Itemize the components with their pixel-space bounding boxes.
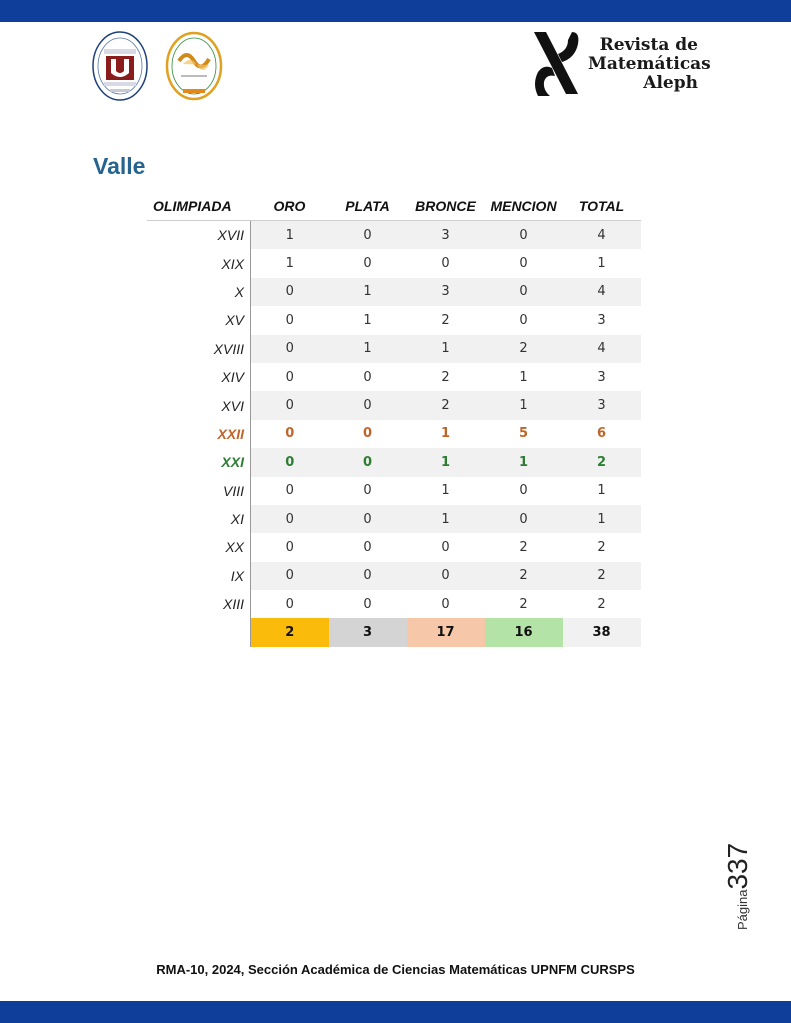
plata-cell: 0 xyxy=(329,448,407,476)
olimpiada-cell: XIII xyxy=(147,590,251,618)
total-cell: 1 xyxy=(597,256,606,272)
oro-cell: 0 xyxy=(285,483,294,499)
oro-cell: 1 xyxy=(251,221,329,250)
oro-cell: 0 xyxy=(285,539,294,555)
header-plata: PLATA xyxy=(329,191,407,221)
plata-cell: 1 xyxy=(329,335,407,363)
total-cell: 3 xyxy=(597,312,606,328)
olimpiada-cell: X xyxy=(147,278,251,306)
total-cell: 3 xyxy=(563,391,641,419)
olimpiada-cell: XXI xyxy=(147,448,251,476)
section-title: Valle xyxy=(93,153,146,179)
oro-cell: 0 xyxy=(285,426,295,442)
table-row xyxy=(147,448,641,476)
page-number xyxy=(722,830,762,930)
university-seal-icon xyxy=(92,31,148,101)
plata-cell: 0 xyxy=(363,539,372,555)
plata-cell: 0 xyxy=(329,221,407,250)
oro-cell: 0 xyxy=(285,596,294,612)
totals-row xyxy=(147,618,641,646)
olimpiada-cell: XI xyxy=(147,505,251,533)
mencion-cell: 0 xyxy=(485,221,563,250)
plata-cell: 0 xyxy=(329,391,407,419)
total-cell: 4 xyxy=(563,278,641,306)
table-row xyxy=(147,391,641,419)
total-bronce: 17 xyxy=(407,618,485,646)
bottom-color-band xyxy=(0,1001,791,1023)
olimpiada-cell: XVII xyxy=(147,221,251,250)
total-plata: 3 xyxy=(329,618,407,646)
oro-cell: 0 xyxy=(251,505,329,533)
header-bronce: BRONCE xyxy=(407,191,485,221)
olimpiada-cell: XV xyxy=(147,306,251,334)
table-row xyxy=(147,249,641,277)
olimpiada-cell: XIX xyxy=(147,249,251,277)
journal-title-line: Aleph xyxy=(643,73,698,93)
plata-cell: 0 xyxy=(363,256,372,272)
olimpiada-cell: XXII xyxy=(147,420,251,448)
medal-table xyxy=(147,191,641,647)
total-cell: 3 xyxy=(597,369,606,385)
table-row xyxy=(147,306,641,334)
table-row xyxy=(147,590,641,618)
bronce-cell: 2 xyxy=(441,369,450,385)
mencion-cell: 1 xyxy=(519,369,528,385)
oro-cell: 0 xyxy=(251,335,329,363)
bronce-cell: 2 xyxy=(407,391,485,419)
journal-title xyxy=(588,35,711,93)
plata-cell: 0 xyxy=(363,483,372,499)
bronce-cell: 0 xyxy=(441,256,450,272)
total-mencion: 16 xyxy=(485,618,563,646)
olimpiada-cell: IX xyxy=(147,562,251,590)
table-row xyxy=(147,505,641,533)
total-cell: 2 xyxy=(597,596,606,612)
header-total: TOTAL xyxy=(563,191,641,221)
mencion-cell: 1 xyxy=(485,448,563,476)
oro-cell: 0 xyxy=(251,448,329,476)
total-cell: 2 xyxy=(563,562,641,590)
top-color-band xyxy=(0,0,791,22)
total-total: 38 xyxy=(563,618,641,646)
total-cell: 2 xyxy=(597,539,606,555)
table-body xyxy=(147,221,641,619)
mencion-cell: 0 xyxy=(519,483,528,499)
bronce-cell: 2 xyxy=(441,312,450,328)
total-cell: 4 xyxy=(563,335,641,363)
journal-title-line: Matemáticas xyxy=(588,54,711,74)
olimpiada-cell: XIV xyxy=(147,363,251,391)
table-row xyxy=(147,363,641,391)
math-section-emblem-icon xyxy=(165,31,223,101)
bronce-cell: 1 xyxy=(407,448,485,476)
oro-cell: 1 xyxy=(285,256,294,272)
total-cell: 4 xyxy=(563,221,641,250)
plata-cell: 0 xyxy=(329,562,407,590)
journal-title-line: Revista de xyxy=(599,35,698,55)
mencion-cell: 2 xyxy=(519,539,528,555)
olimpiada-cell: VIII xyxy=(147,477,251,505)
mencion-cell: 5 xyxy=(518,426,529,442)
olimpiada-cell: XVIII xyxy=(147,335,251,363)
bronce-cell: 0 xyxy=(441,596,450,612)
mencion-cell: 2 xyxy=(519,596,528,612)
footer-citation: RMA-10, 2024, Sección Académica de Ciencias Matemáticas UPNFM CURSPS xyxy=(156,962,635,977)
table-row xyxy=(147,420,641,448)
table-row xyxy=(147,278,641,306)
journal-logo xyxy=(528,28,711,102)
mencion-cell: 0 xyxy=(485,505,563,533)
page-word: Página xyxy=(735,889,750,930)
mencion-cell: 2 xyxy=(485,562,563,590)
plata-cell: 1 xyxy=(329,278,407,306)
total-oro: 2 xyxy=(251,618,329,646)
bronce-cell: 3 xyxy=(407,278,485,306)
bronce-cell: 3 xyxy=(407,221,485,250)
oro-cell: 0 xyxy=(251,562,329,590)
table-header-row xyxy=(147,191,641,221)
header-mencion: MENCION xyxy=(485,191,563,221)
table-row xyxy=(147,335,641,363)
mencion-cell: 0 xyxy=(519,312,528,328)
page-digits: 337 xyxy=(722,842,753,890)
bronce-cell: 1 xyxy=(440,426,451,442)
bronce-cell: 1 xyxy=(407,505,485,533)
total-cell: 1 xyxy=(597,483,606,499)
oro-cell: 0 xyxy=(285,369,294,385)
plata-cell: 0 xyxy=(362,426,373,442)
table-row xyxy=(147,562,641,590)
bronce-cell: 0 xyxy=(407,562,485,590)
plata-cell: 0 xyxy=(329,505,407,533)
bronce-cell: 1 xyxy=(441,483,450,499)
oro-cell: 0 xyxy=(251,278,329,306)
mencion-cell: 2 xyxy=(485,335,563,363)
olimpiada-cell: XVI xyxy=(147,391,251,419)
table-row xyxy=(147,533,641,561)
bronce-cell: 0 xyxy=(441,539,450,555)
total-cell: 2 xyxy=(563,448,641,476)
oro-cell: 0 xyxy=(285,312,294,328)
plata-cell: 0 xyxy=(363,369,372,385)
aleph-icon xyxy=(528,28,584,100)
bronce-cell: 1 xyxy=(407,335,485,363)
totals-label-cell xyxy=(147,618,251,646)
total-cell: 6 xyxy=(596,426,607,442)
mencion-cell: 0 xyxy=(485,278,563,306)
olimpiada-cell: XX xyxy=(147,533,251,561)
total-cell: 1 xyxy=(563,505,641,533)
table-row xyxy=(147,221,641,250)
mencion-cell: 0 xyxy=(519,256,528,272)
header-olimpiada: OLIMPIADA xyxy=(147,191,251,221)
plata-cell: 0 xyxy=(363,596,372,612)
mencion-cell: 1 xyxy=(485,391,563,419)
oro-cell: 0 xyxy=(251,391,329,419)
plata-cell: 1 xyxy=(363,312,372,328)
table-row xyxy=(147,477,641,505)
header-oro: ORO xyxy=(251,191,329,221)
